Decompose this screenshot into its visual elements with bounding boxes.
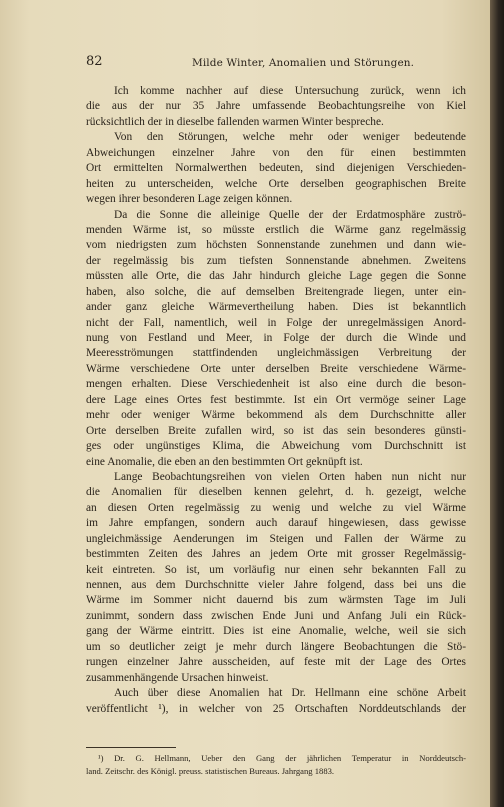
text-line: mengen erhalten. Diese Verschiedenheit ist also eine durch die beson-	[86, 378, 466, 391]
text-line: ges oder ungünstiges Klima, die Abweichung vom Durchschnitt ist	[86, 440, 466, 453]
page-header	[86, 54, 462, 74]
text-line: menden Wärme ist, so müsste erstlich die Wärme ganz regelmässig	[86, 223, 466, 236]
text-line: der regelmässig bis zum tiefsten Sonnenstande abnehmen. Zweitens	[86, 254, 466, 267]
footnote	[86, 752, 466, 777]
text-line: veröffentlicht ¹), in welcher von 25 Ortschaften Norddeutschlands der	[86, 702, 466, 715]
text-line: nennen, aus dem Durchschnitte vieler Jahre folgend, dass bei uns die	[86, 579, 466, 591]
text-line: mehr oder weniger Wärme bekommend als dem Durchschnitte aller	[86, 409, 466, 422]
text-line: nicht der Fall, namentlich, weil in Folge der unregelmässigen Anord-	[86, 316, 466, 329]
text-line: Ort ermittelten Normalwerthen bedeuten, sind diejenigen Verschieden-	[86, 162, 466, 175]
text-line: rungen einzelner Jahre ausscheiden, auf feste mit der Lage des Ortes	[86, 656, 466, 669]
text-line: Meeresströmungen stattfindenden ungleichmässigen Verbreitung der	[86, 347, 466, 360]
text-line: zusammenhängende Ursachen hinweist.	[86, 671, 269, 684]
text-line: Auch über diese Anomalien hat Dr. Hellmann eine schöne Arbeit	[114, 687, 466, 700]
page-number: 82	[86, 54, 103, 69]
text-line: gang der Wärme eintritt. Dies ist eine Anomalie, welche, weil sie sich	[86, 625, 466, 638]
text-line: Ich komme nachher auf diese Untersuchung zurück, wenn ich	[114, 85, 466, 97]
text-line: vom niedrigsten zum höchsten Sonnenstande zunehmen und dann wie-	[86, 239, 466, 252]
text-line: dere Lage eines Ortes fest bestimmte. Ist ein Ort vermöge seiner Lage	[86, 393, 466, 406]
text-line: heiten zu unterscheiden, welche Orte derselben geographischen Breite	[86, 177, 466, 190]
text-line: Da die Sonne die alleinige Quelle der der Erdatmosphäre zuströ-	[114, 208, 466, 221]
text-line: Abweichungen einzelner Jahre von den für einen bestimmten	[86, 146, 466, 159]
body-text	[86, 84, 466, 717]
text-line: ander ganz gleiche Wärmevertheilung haben. Dies ist bekanntlich	[86, 301, 466, 314]
running-head: Milde Winter, Anomalien und Störungen.	[192, 57, 415, 69]
text-line: Wärme im Sommer nicht dauernd bis zum wärmsten Tage im Juli	[86, 594, 466, 607]
text-line: Wärme verschiedene Orte unter derselben Breite verschiedene Wärme-	[86, 362, 466, 375]
text-line: im Jahre empfangen, sondern auch darauf hingewiesen, dass gewisse	[86, 517, 466, 530]
text-line: die Anomalien für dieselben kennen gelehrt, d. h. gezeigt, welche	[86, 486, 466, 499]
text-line: Von den Störungen, welche mehr oder weniger bedeutende	[114, 131, 466, 144]
text-line: keit eintreten. So ist, um vorläufig nur einen sehr bekannten Fall zu	[86, 563, 466, 576]
text-line: Lange Beobachtungsreihen von vielen Orten haben nun nicht nur	[114, 470, 466, 483]
text-line: zunimmt, sondern dass zwischen Ende Juni und Anfang Juli ein Rück-	[86, 609, 466, 622]
text-line: rücksichtlich der in dieselbe fallenden warmen Winter bespreche.	[86, 115, 384, 128]
book-edge	[490, 0, 504, 807]
text-line: haben, also solche, die auf demselben Breitengrade liegen, unter ein-	[86, 285, 466, 298]
footnote-line: ¹) Dr. G. Hellmann, Ueber den Gang der jährlichen Temperatur in Norddeutsch-	[98, 753, 466, 763]
text-line: die aus der nur 35 Jahre umfassende Beobachtungsreihe von Kiel	[86, 100, 466, 113]
text-line: ungleichmässige Aenderungen im Steigen und Fallen der Wärme zu	[86, 532, 466, 545]
footnote-rule	[86, 747, 176, 748]
text-line: müssten alle Orte, die das Jahr hindurch gleiche Lage gegen die Sonne	[86, 270, 466, 283]
text-line: wegen ihrer besonderen Lage zeigen können.	[86, 193, 293, 206]
text-line: eine Anomalie, die eben an den bestimmten Ort geknüpft ist.	[86, 455, 363, 468]
text-line: an diesen Orten regelmässig zu wenig und welche zu viel Wärme	[86, 501, 466, 514]
text-line: um so deutlicher zeigt je mehr durch längere Beobachtungen die Stö-	[86, 640, 466, 653]
text-line: nung von Festland und Meer, in Folge der durch die Winde und	[86, 332, 466, 344]
footnote-line: land. Zeitschr. des Königl. preuss. statistischen Bureaus. Jahrgang 1883.	[86, 765, 335, 776]
text-line: Orte derselben Breite zufallen wird, so ist das sein besonderes günsti-	[86, 424, 466, 437]
text-line: bestimmten Zeiten des Jahres an jedem Orte mit grosser Regelmässig-	[86, 548, 466, 561]
